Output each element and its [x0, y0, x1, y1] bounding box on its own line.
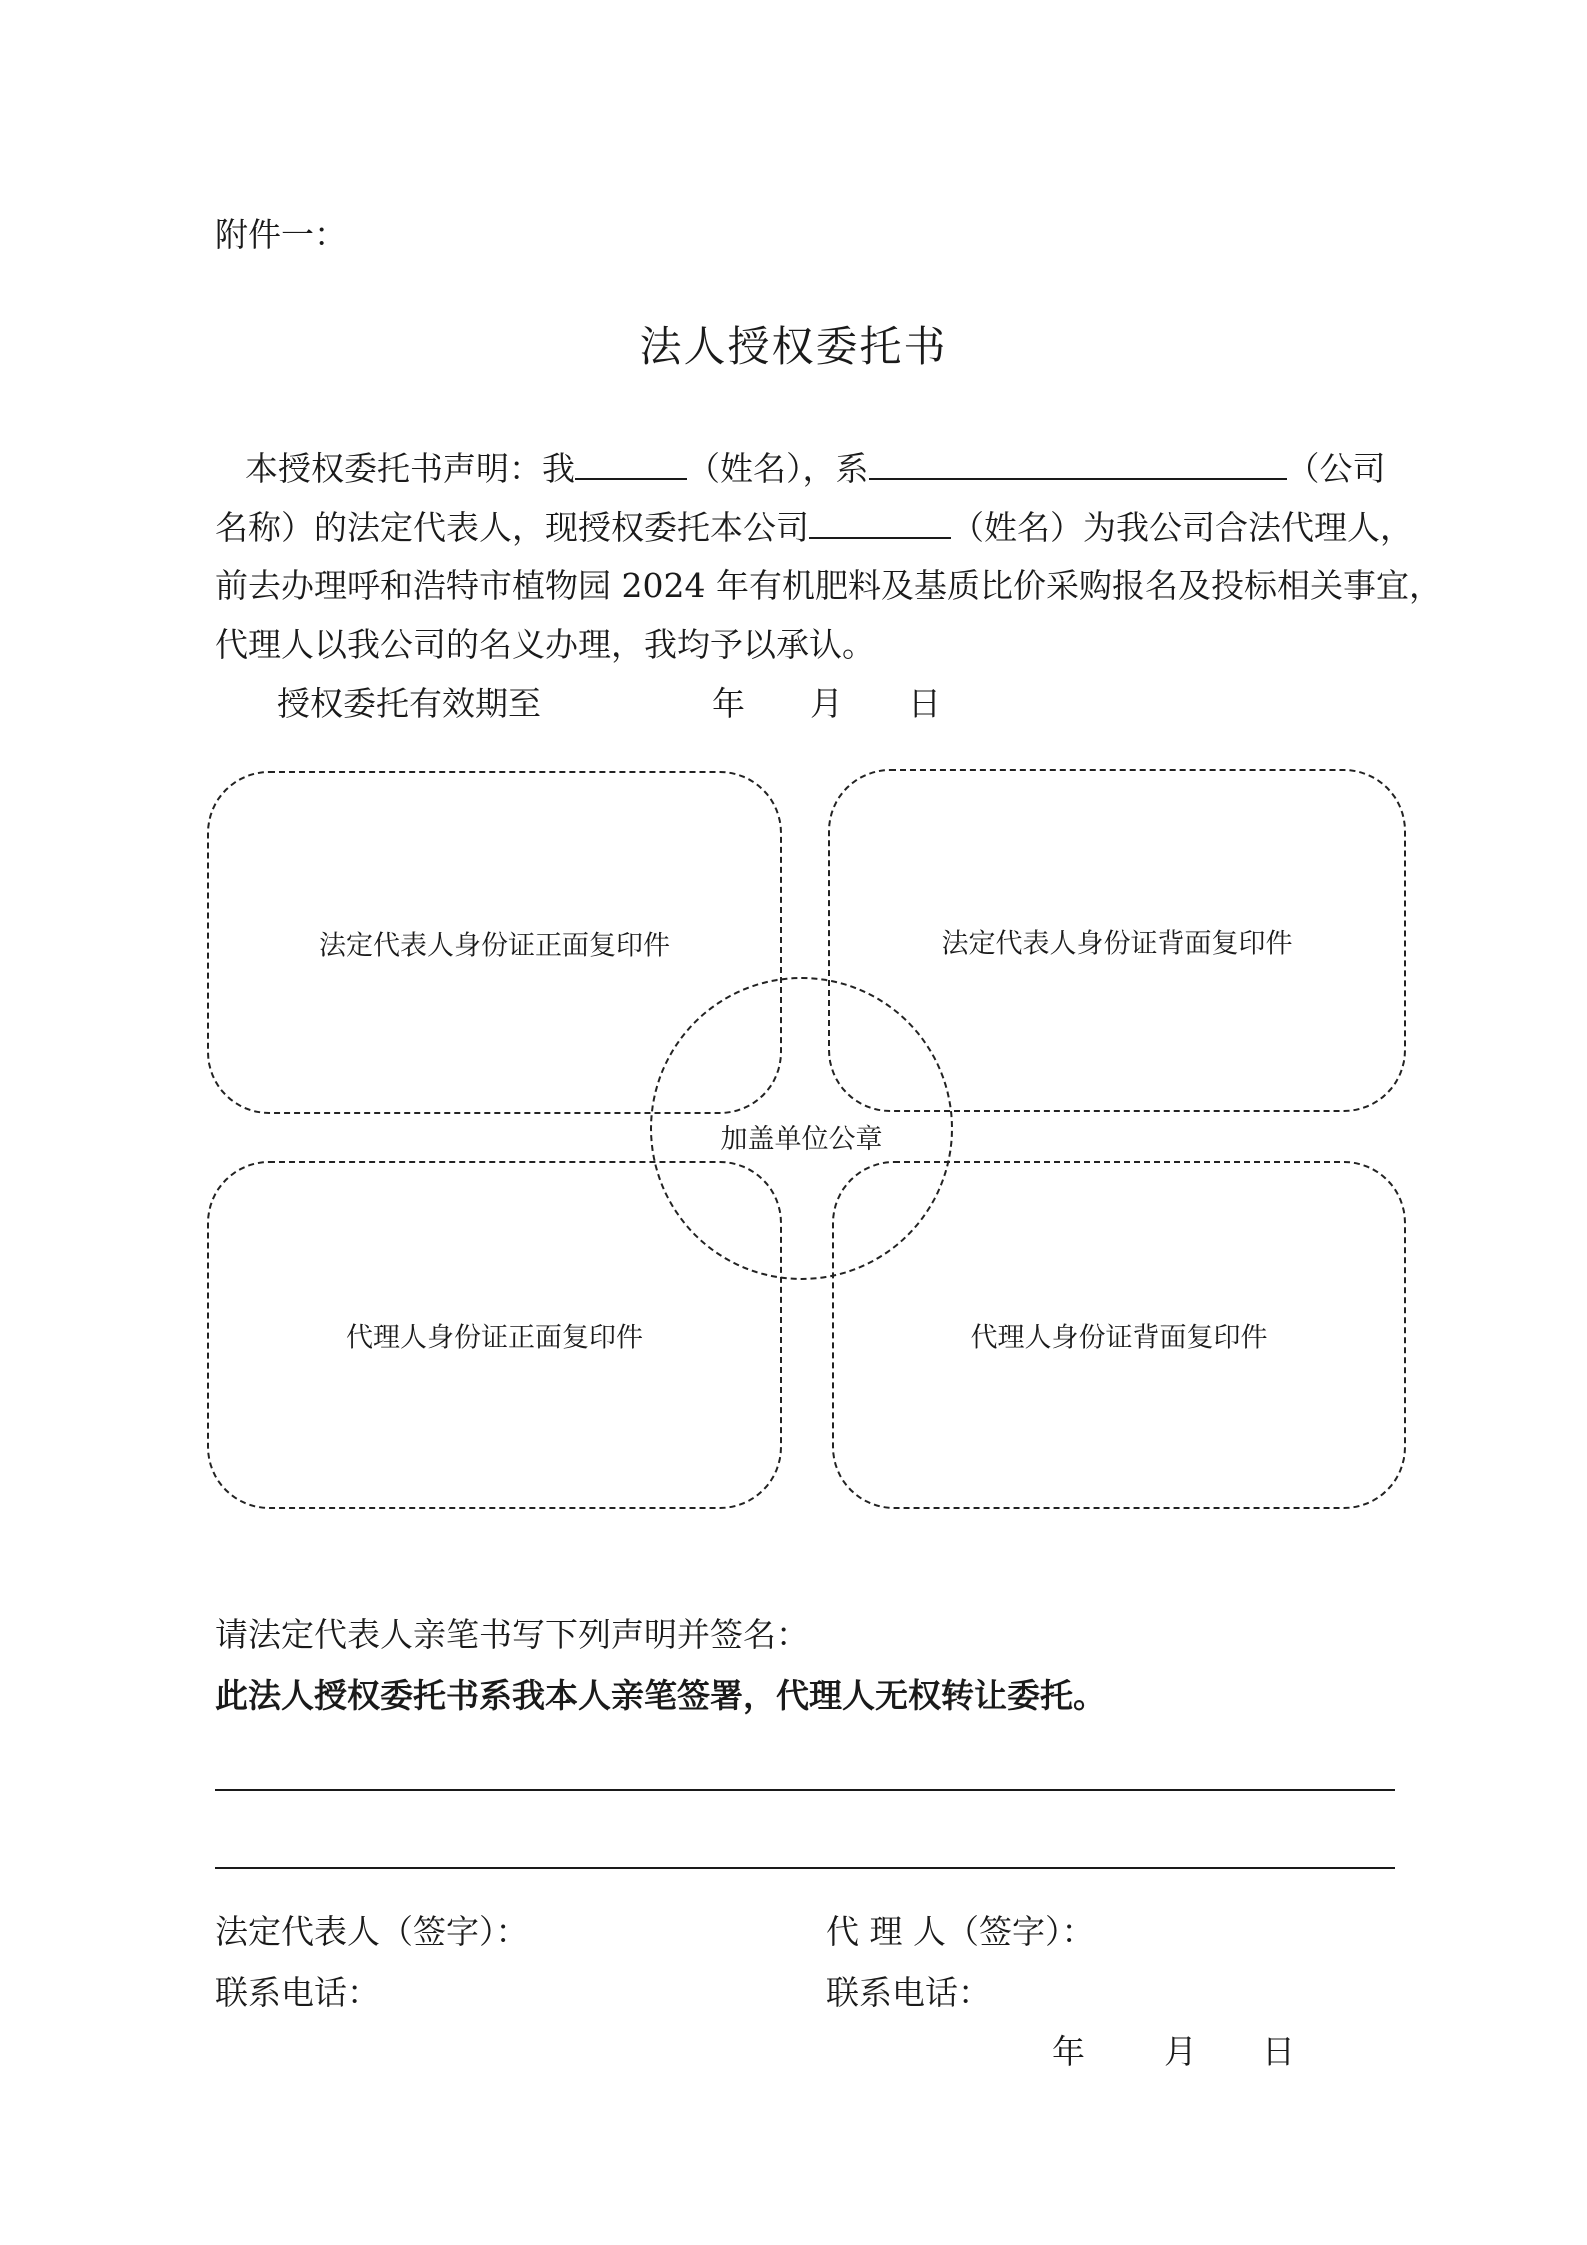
handwrite-statement: 此法人授权委托书系我本人亲笔签署，代理人无权转让委托。 [215, 1676, 1106, 1715]
agent-signature-label: 代 理 人（签字）： [826, 1912, 1095, 1951]
legal-rep-phone-label: 联系电话： [215, 1973, 380, 2012]
name-hint: （姓名），系 [687, 449, 869, 488]
statement-line-3: 前去办理呼和浩特市植物园 2024 年有机肥料及基质比价采购报名及投标相关事宜， [215, 566, 1442, 605]
company-name-blank[interactable] [869, 448, 1287, 480]
statement-line-2-prefix: 名称）的法定代表人，现授权委托本公司 [215, 508, 809, 547]
agent-id-front-label: 代理人身份证正面复印件 [346, 1322, 643, 1354]
handwrite-line-1[interactable] [215, 1789, 1395, 1791]
handwrite-line-2[interactable] [215, 1867, 1395, 1869]
legal-rep-signature-label: 法定代表人（签字）： [215, 1912, 529, 1951]
validity-month: 月 [810, 684, 843, 723]
legal-rep-id-back-label: 法定代表人身份证背面复印件 [941, 928, 1293, 959]
statement-prefix: 本授权委托书声明：我 [245, 449, 575, 488]
agent-phone-label: 联系电话： [826, 1973, 991, 2012]
agent-id-back-label: 代理人身份证背面复印件 [970, 1322, 1268, 1354]
validity-year: 年 [712, 684, 745, 723]
legal-rep-name-blank[interactable] [575, 448, 687, 480]
statement-line-2 [215, 507, 1413, 548]
sign-date-year: 年 [1052, 2032, 1085, 2071]
statement-line-4: 代理人以我公司的名义办理，我均予以承认。 [215, 625, 875, 664]
legal-rep-id-front-label: 法定代表人身份证正面复印件 [319, 930, 670, 961]
validity-day: 日 [908, 684, 941, 723]
handwrite-instruction: 请法定代表人亲笔书写下列声明并签名： [215, 1615, 809, 1654]
company-hint: （公司 [1286, 449, 1386, 488]
attachment-label: 附件一： [215, 215, 347, 254]
statement-line-2-suffix: （姓名）为我公司合法代理人， [951, 508, 1413, 547]
validity-label: 授权委托有效期至 [277, 684, 541, 723]
page-title: 法人授权委托书 [639, 322, 948, 371]
company-seal-label: 加盖单位公章 [720, 1124, 883, 1155]
agent-name-blank[interactable] [809, 507, 951, 539]
sign-date-month: 月 [1164, 2032, 1197, 2071]
statement-line-1 [245, 448, 1386, 489]
sign-date-day: 日 [1262, 2032, 1295, 2071]
